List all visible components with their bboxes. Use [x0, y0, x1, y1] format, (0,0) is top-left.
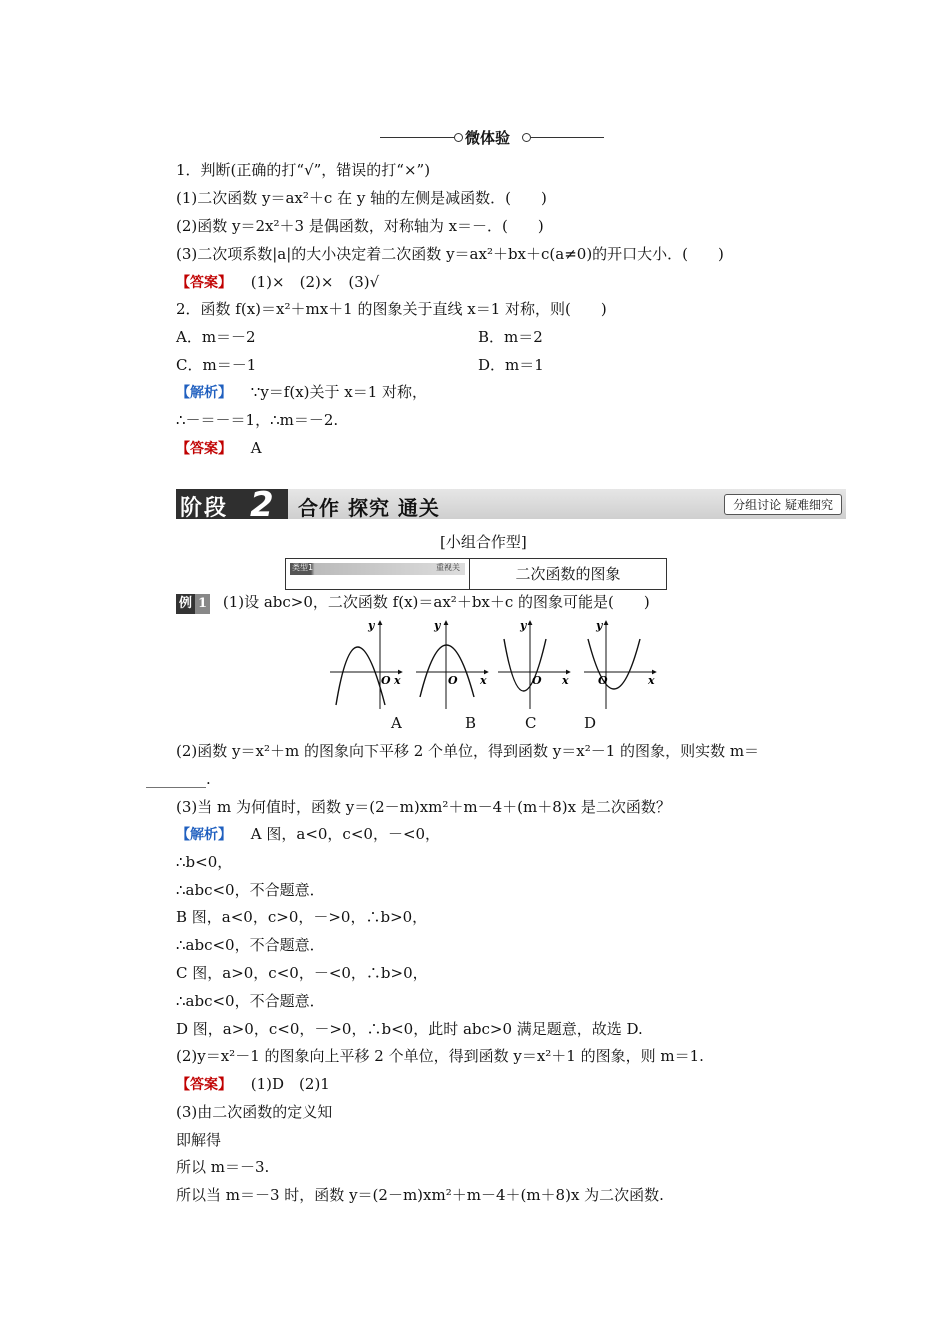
graph-c: [498, 619, 570, 709]
example-1-part-1: [176, 592, 650, 614]
q2-option-a: A．m＝－2: [176, 328, 256, 346]
graph-b: [416, 619, 488, 709]
analysis-line: C 图，a>0，c<0，－<0，∴b>0，: [176, 964, 428, 982]
analysis-line: B 图，a<0，c>0，－>0，∴b>0，: [176, 908, 428, 926]
q2-option-b: B．m＝2: [478, 328, 543, 346]
q2-option-c: C．m＝－1: [176, 356, 257, 374]
axis-x-label: x: [648, 674, 655, 687]
graph-label-d: D: [584, 714, 597, 732]
group-title: [小组合作型]: [440, 533, 527, 551]
graph-label-b: B: [465, 714, 477, 732]
solution-line: 即解得: [176, 1131, 222, 1149]
q2-analysis-line-2: ∴－＝－＝1，∴m＝－2.: [176, 411, 339, 429]
analysis-line: A 图，a<0，c<0，－<0，: [250, 825, 441, 843]
stage-pill: 分组讨论 疑难细究: [724, 494, 842, 515]
analysis-line: D 图，a>0，c<0，－>0，∴b<0，此时 abc>0 满足题意，故选 D.: [176, 1020, 643, 1038]
analysis-tag: 【解析】: [176, 827, 232, 843]
q2-answer-text: A: [250, 439, 262, 457]
axis-y-label: y: [434, 619, 441, 632]
example-1-part-2-blank: ________.: [146, 770, 211, 788]
q2-option-d: D．m＝1: [478, 356, 544, 374]
axis-y-label: y: [596, 619, 603, 632]
analysis-line: ∴abc<0，不合题意．: [176, 992, 325, 1010]
type-small-left: 类型1: [292, 563, 314, 572]
stage-number: 2: [250, 485, 274, 525]
q1-item-3: (3)二次项系数|a|的大小决定着二次函数 y＝ax²＋bx＋c(a≠0)的开口大小．( ): [176, 245, 724, 263]
example-1-part-2: (2)函数 y＝x²＋m 的图象向下平移 2 个单位，得到函数 y＝x²－1 的图象，则实数 m＝: [176, 742, 760, 760]
graph-label-c: C: [525, 714, 537, 732]
stage-title: 合作 探究 通关: [298, 496, 440, 520]
example-tag: 例: [176, 594, 195, 614]
section-heading-micro: [380, 127, 604, 147]
analysis-line: ∴abc<0，不合题意．: [176, 936, 325, 954]
q1-answer: [176, 272, 379, 293]
origin-label: O: [448, 674, 458, 687]
q2-analysis: [176, 382, 427, 403]
type-title: 二次函数的图象: [515, 565, 621, 583]
parabola-graphs: [330, 617, 670, 711]
graph-label-a: A: [391, 714, 402, 732]
example-1-part-3: (3)当 m 为何值时，函数 y＝(2－m)xm²＋m－4＋(m＋8)x 是二次函数？: [176, 798, 671, 816]
q1-item-2: (2)函数 y＝2x²＋3 是偶函数，对称轴为 x＝－．( ): [176, 217, 544, 235]
q1-answer-text: (1)× (2)× (3)√: [250, 273, 380, 291]
analysis-line: ∴b<0，: [176, 853, 233, 871]
analysis-line: (2)y＝x²－1 的图象向上平移 2 个单位，得到函数 y＝x²＋1 的图象，则 m＝1.: [176, 1047, 704, 1065]
analysis-tag: 【解析】: [176, 385, 232, 401]
q2-stem: 2．函数 f(x)＝x²＋mx＋1 的图象关于直线 x＝1 对称，则( ): [176, 300, 607, 318]
axis-y-label: y: [520, 619, 527, 632]
axis-y-label: y: [368, 619, 375, 632]
type-box-left: [286, 559, 470, 589]
q1-item-1: (1)二次函数 y＝ax²＋c 在 y 轴的左侧是减函数．( ): [176, 189, 547, 207]
answer-tag: 【答案】: [176, 275, 232, 291]
solution-line: 所以当 m＝－3 时，函数 y＝(2－m)xm²＋m－4＋(m＋8)x 为二次函数.: [176, 1186, 664, 1204]
example-analysis: [176, 824, 440, 845]
axis-x-label: x: [394, 674, 401, 687]
graph-a: [330, 619, 402, 709]
answer-tag: 【答案】: [176, 441, 232, 457]
solution-line: (3)由二次函数的定义知: [176, 1103, 333, 1121]
q1-stem: 1．判断(正确的打“√”，错误的打“×”): [176, 161, 431, 179]
axis-x-label: x: [562, 674, 569, 687]
solution-line: 所以 m＝－3.: [176, 1158, 270, 1176]
section-heading-text: 微体验: [465, 129, 511, 147]
q2-answer: [176, 438, 262, 459]
example-1-text: (1)设 abc>0，二次函数 f(x)＝ax²＋bx＋c 的图象可能是( ): [222, 593, 650, 611]
example-number: 1: [195, 594, 210, 614]
graph-d: [584, 619, 656, 709]
type-small-right: 重视关: [436, 563, 460, 572]
origin-label: O: [381, 674, 391, 687]
origin-label: O: [598, 674, 608, 687]
example-answer-text: (1)D (2)1: [250, 1075, 330, 1093]
analysis-line: ∴abc<0，不合题意．: [176, 881, 325, 899]
type-box: [285, 558, 667, 590]
answer-tag: 【答案】: [176, 1077, 232, 1093]
stage-label: 阶段: [180, 496, 229, 521]
axis-x-label: x: [480, 674, 487, 687]
q2-analysis-line-1: ∵y＝f(x)关于 x＝1 对称，: [250, 383, 428, 401]
stage-banner: [176, 485, 846, 525]
example-answer: [176, 1074, 330, 1095]
origin-label: O: [532, 674, 542, 687]
